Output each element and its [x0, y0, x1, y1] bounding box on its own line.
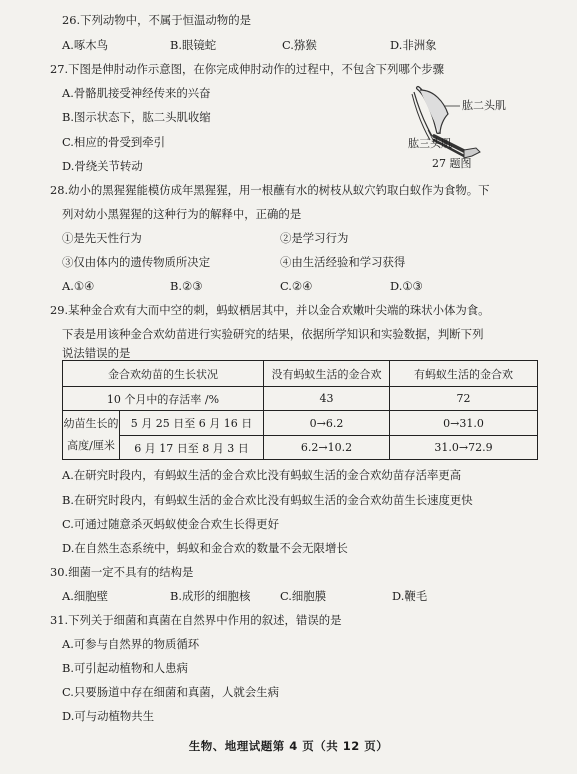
table-period-1: 5 月 25 日至 6 月 16 日 — [130, 417, 253, 430]
question-31-option-c: C.只要肠道中存在细菌和真菌，人就会生病 — [62, 685, 279, 699]
question-28-stem-line1: 28.幼小的黑猩猩能模仿成年黑猩猩，用一根蘸有水的树枝从蚁穴钓取白蚁作为食物。下 — [50, 183, 490, 197]
triceps-label: 肱三头肌 — [408, 137, 452, 150]
table-row-survival-label: 10 个月中的存活率 /% — [106, 392, 220, 406]
experiment-results-table — [62, 360, 538, 460]
table-row-survival-with-ants: 72 — [456, 392, 471, 405]
question-28-statement-1: ①是先天性行为 — [62, 231, 142, 245]
question-29-option-a: A.在研究时段内，有蚂蚁生活的金合欢比没有蚂蚁生活的金合欢幼苗存活率更高 — [62, 468, 462, 482]
question-30-option-b: B.成形的细胞核 — [170, 589, 251, 603]
question-31-option-d: D.可与动植物共生 — [62, 709, 155, 723]
question-30-option-d: D.鞭毛 — [392, 589, 428, 603]
question-28-option-c: C.②④ — [280, 279, 313, 293]
question-26-stem: 26.下列动物中，不属于恒温动物的是 — [62, 13, 251, 27]
question-30-option-a: A.细胞壁 — [62, 589, 109, 603]
growth-label-line2: 高度/厘米 — [67, 439, 115, 452]
question-31-option-a: A.可参与自然界的物质循环 — [62, 637, 200, 651]
growth-label-line1: 幼苗生长的 — [63, 417, 119, 430]
question-30-stem: 30.细菌一定不具有的结构是 — [50, 565, 194, 579]
question-31-stem: 31.下列关于细菌和真菌在自然界中作用的叙述，错误的是 — [50, 613, 342, 627]
table-period-2-with-ants: 31.0→72.9 — [434, 441, 493, 454]
table-row-survival-without-ants: 43 — [319, 392, 334, 405]
question-28-stem-line2: 列对幼小黑猩猩的这种行为的解释中，正确的是 — [62, 207, 302, 221]
question-29-option-d: D.在自然生态系统中，蚂蚁和金合欢的数量不会无限增长 — [62, 541, 348, 555]
question-27-option-b: B.图示状态下，肱二头肌收缩 — [62, 110, 211, 124]
table-period-2-without-ants: 6.2→10.2 — [300, 441, 353, 454]
question-27-option-c: C.相应的骨受到牵引 — [62, 135, 166, 149]
question-29-stem-line1: 29.某种金合欢有大而中空的刺，蚂蚁栖居其中，并以金合欢嫩叶尖端的珠状小体为食。 — [50, 303, 490, 317]
question-26-option-d: D.非洲象 — [390, 38, 437, 52]
question-28-statement-2: ②是学习行为 — [280, 231, 349, 245]
question-28-option-b: B.②③ — [170, 279, 203, 293]
question-27-option-a: A.骨骼肌接受神经传来的兴奋 — [62, 86, 211, 100]
question-28-statement-4: ④由生活经验和学习获得 — [280, 255, 406, 269]
question-28-option-d: D.①③ — [390, 279, 423, 293]
question-30-option-c: C.细胞膜 — [280, 589, 327, 603]
table-header-growth-status: 金合欢幼苗的生长状况 — [108, 367, 218, 381]
question-29-option-c: C.可通过随意杀灭蚂蚁使金合欢生长得更好 — [62, 517, 279, 531]
question-28-option-a: A.①④ — [62, 279, 95, 293]
table-header-with-ants: 有蚂蚁生活的金合欢 — [414, 367, 513, 381]
question-29-stem-line3: 说法错误的是 — [62, 346, 131, 360]
table-header-without-ants: 没有蚂蚁生活的金合欢 — [271, 367, 382, 381]
elbow-extension-figure — [404, 80, 534, 174]
biceps-label: 肱二头肌 — [462, 99, 506, 112]
table-period-2: 6 月 17 日至 8 月 3 日 — [134, 441, 249, 455]
table-growth-height-label — [63, 411, 119, 459]
question-31-option-b: B.可引起动植物和人患病 — [62, 661, 188, 675]
table-period-1-with-ants: 0→31.0 — [443, 416, 484, 430]
question-27-stem: 27.下图是伸肘动作示意图，在你完成伸肘动作的过程中，不包含下列哪个步骤 — [50, 62, 445, 76]
question-29-stem-line2: 下表是用该种金合欢幼苗进行实验研究的结果，依据所学知识和实验数据，判断下列 — [62, 327, 484, 341]
question-27-option-d: D.骨绕关节转动 — [62, 159, 143, 173]
question-26-option-c: C.猕猴 — [282, 38, 317, 52]
question-26-option-b: B.眼镜蛇 — [170, 38, 217, 52]
question-29-option-b: B.在研究时段内，有蚂蚁生活的金合欢比没有蚂蚁生活的金合欢幼苗生长速度更快 — [62, 493, 473, 507]
table-period-1-without-ants: 0→6.2 — [309, 416, 344, 430]
page-footer: 生物、地理试题第 4 页（共 12 页） — [188, 739, 389, 753]
question-26-option-a: A.啄木鸟 — [62, 38, 109, 52]
figure-caption: 27 题图 — [432, 157, 472, 170]
question-28-statement-3: ③仅由体内的遗传物质所决定 — [62, 255, 211, 269]
